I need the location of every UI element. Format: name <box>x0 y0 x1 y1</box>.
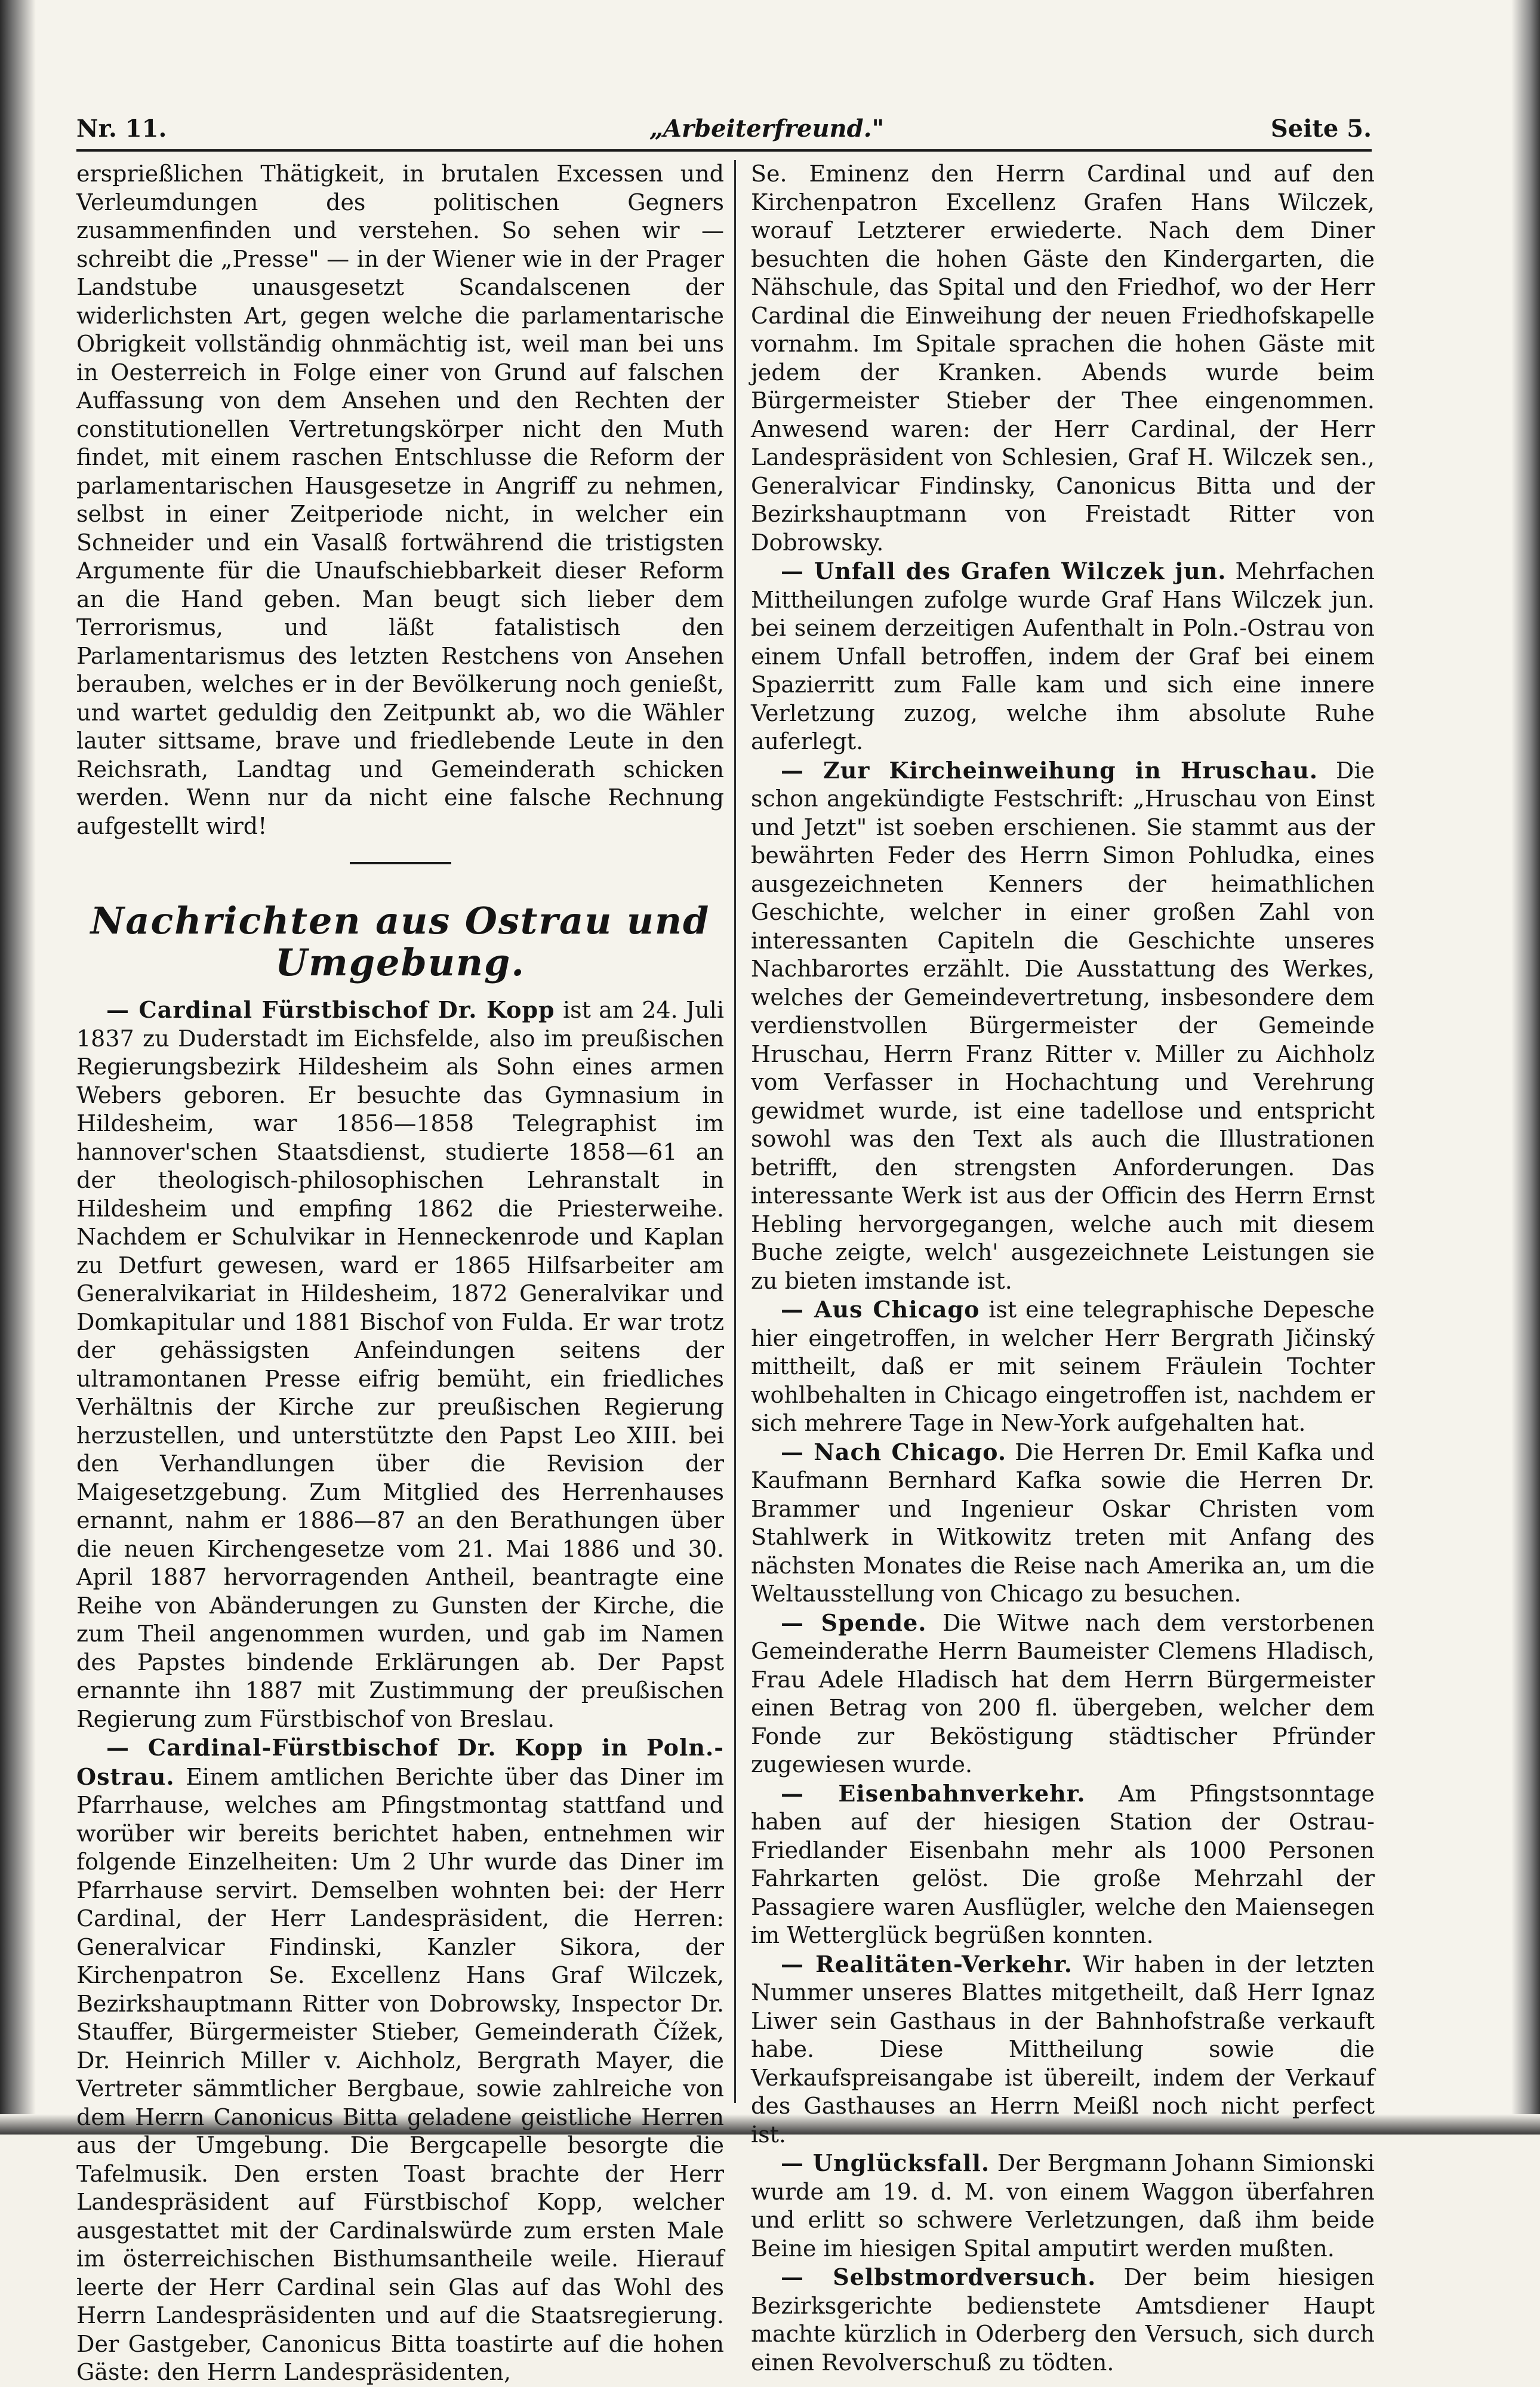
article-nach-chicago <box>751 1438 1375 1609</box>
article-realitaeten <box>751 1950 1375 2149</box>
article-headline: — Cardinal Fürstbischof Dr. Kopp <box>106 996 555 1023</box>
article-headline: — Nach Chicago. <box>781 1438 1007 1465</box>
continuation-paragraph: Se. Eminenz den Herrn Cardinal und auf den Kirchenpatron Excellenz Grafen Hans Wilczek, worauf Letzterer erwiederte. Nach dem Diner besuchten die hohen Gäste den Kindergarten, die Nähschule, das Spital und den Friedhof, wo der Herr Cardinal die Einweihung der neuen Friedhofskapelle vornahm. Im Spitale sprachen die hohen Gäste mit jedem der Kranken. Abends wurde beim Bürgermeister Stieber der Thee eingenommen. Anwesend waren: der Herr Cardinal, der Herr Landespräsident von Schlesien, Graf H. Wilczek sen., Generalvicar Findinsky, Canonicus Bitta und der Bezirkshauptmann von Freistadt Ritter von Dobrowsky. <box>751 161 1375 556</box>
article-body: ist am 24. Juli 1837 zu Duderstadt im Eichsfelde, also im preußischen Regierungsbezirk Hildesheim als Sohn eines armen Webers geboren. Er besuchte das Gymnasium in Hildesheim, war 1856—1858 Telegraphist im hannover'schen Staatsdienst, studierte 1858—61 an der theologisch-philosophischen Lehranstalt in Hildesheim und empfing 1862 die Priesterweihe. Nachdem er Schulvikar in Henneckenrode und Kaplan zu Detfurt gewesen, ward er 1865 Hilfsarbeiter am Generalvikariat in Hildesheim, 1872 Generalvikar und Domkapitular und 1881 Bischof von Fulda. Er war trotz der gehässigsten Anfeindungen seitens der ultramontanen Presse eifrig bemüht, ein friedliches Verhältnis der Kirche zur preußischen Regierung herzustellen, und unterstützte den Papst Leo XIII. bei den Verhandlungen über die Revision der Maigesetzgebung. Zum Mitglied des Herrenhauses ernannt, nahm er 1886—87 an den Berathungen über die neuen Kirchengesetze vom 21. Mai 1886 und 30. April 1887 hervorragenden Antheil, beantragte eine Reihe von Abänderungen zu Gunsten der Kirche, die zum Theil angenommen wurden, und gab im Namen des Papstes bindende Erklärungen ab. Der Papst ernannte ihn 1887 mit Zustimmung der preußischen Regierung zum Fürstbischof von Breslau. <box>76 997 724 1732</box>
header-rule <box>76 149 1372 152</box>
article-body: Die Witwe nach dem verstorbenen Gemeinderathe Herrn Baumeister Clemens Hladisch, Frau Adele Hladisch hat dem Herrn Bürgermeister einen Betrag von 200 fl. übergeben, welcher dem Fonde zur Beköstigung städtischer Pfründer zugewiesen wurde. <box>751 1609 1375 1778</box>
intro-paragraph: ersprießlichen Thätigkeit, in brutalen Excessen und Verleumdungen des politischen Gegners zusammenfinden und verstehen. So sehen wir — schreibt die „Presse" — in der Wiener wie in der Prager Landstube unausgesetzt Scandalscenen der widerlichsten Art, gegen welche die parlamentarische Obrigkeit vollständig ohnmächtig ist, weil man bei uns in Oesterreich in Folge einer von Grund auf falschen Auffassung von dem Ansehen und den Rechten der constitutionellen Vertretungskörper nicht den Muth findet, mit einem raschen Entschlusse die Reform der parlamentarischen Hausgesetze in Angriff zu nehmen, selbst in einer Zeitperiode nicht, in welcher ein Schneider und ein Vasalß fortwährend die tristigsten Argumente für die Unaufschiebbarkeit dieser Reform an die Hand geben. Man beugt sich lieber dem Terrorismus, und läßt fatalistisch den Parlamentarismus des letzten Restchens von Ansehen berauben, welches er in der Bevölkerung noch genießt, und wartet geduldig den Zeitpunkt ab, wo die Wähler lauter sittsame, brave und friedlebende Leute in den Reichsrath, Landtag und Gemeinderath schicken werden. Wenn nur da nicht eine falsche Rechnung aufgestellt wird! <box>76 161 724 839</box>
article-eisenbahn <box>751 1779 1375 1950</box>
article-unfall <box>751 557 1375 756</box>
separator-rule <box>350 862 451 864</box>
article-body: Der beim hiesigen Bezirksgerichte bedienstete Amtsdiener Haupt machte kürzlich in Oderberg den Versuch, sich durch einen Revolverschuß zu tödten. <box>751 2264 1375 2376</box>
left-column <box>76 160 724 2385</box>
column-divider <box>734 160 736 2103</box>
article-kopp-bio <box>76 996 724 1733</box>
article-headline: — Realitäten-Verkehr. <box>781 1950 1073 1978</box>
article-headline: — Unfall des Grafen Wilczek jun. <box>781 558 1227 584</box>
article-aus-chicago <box>751 1295 1375 1438</box>
article-headline: — Eisenbahnverkehr. <box>781 1779 1086 1807</box>
article-body: Mehrfachen Mittheilungen zufolge wurde Graf Hans Wilczek jun. bei seinem derzeitigen Aufenthalt in Poln.-Ostrau von einem Unfall betroffen, indem der Graf bei einem Spazierritt zum Falle kam und sich eine innere Verletzung zuzog, welche ihm absolute Ruhe auferlegt. <box>751 558 1375 754</box>
article-body: Die Herren Dr. Emil Kafka und Kaufmann Bernhard Kafka sowie die Herren Dr. Brammer und Ingenieur Oskar Christen vom Stahlwerk in Witkowitz treten mit Anfang des nächsten Monates die Reise nach Amerika an, um die Weltausstellung von Chicago zu besuchen. <box>751 1439 1375 1607</box>
right-column <box>751 160 1375 2376</box>
article-body: Am Pfingstsonntage haben auf der hiesigen Station der Ostrau-Friedlander Eisenbahn mehr als 1000 Personen Fahrkarten gelöst. Die große Mehrzahl der Passagiere waren Ausflügler, welche den Maiensegen im Wetterglück begrüßen konnten. <box>751 1780 1375 1948</box>
article-headline: — Zur Kircheinweihung in Hruschau. <box>781 756 1319 784</box>
article-headline: — Unglücksfall. <box>781 2149 990 2176</box>
section-heading: Nachrichten aus Ostrau und Umgebung. <box>90 899 710 984</box>
article-spende <box>751 1609 1375 1779</box>
article-body: ist eine telegraphische Depesche hier eingetroffen, in welcher Herr Bergrath Jičinský mittheilt, daß er mit seinem Fräulein Tochter wohlbehalten in Chicago eingetroffen ist, nachdem er sich mehrere Tage in New-York aufgehalten hat. <box>751 1296 1375 1436</box>
page-number: Seite 5. <box>1270 115 1372 143</box>
scan-edge-right <box>1511 0 1540 2135</box>
scan-edge-left <box>0 0 36 2135</box>
masthead-title: „Arbeiterfreund." <box>649 115 885 143</box>
article-headline: — Selbstmordversuch. <box>781 2263 1097 2290</box>
article-kopp-ostrau <box>76 1733 724 2387</box>
article-body: Die schon angekündigte Festschrift: „Hruschau von Einst und Jetzt" ist soeben erschienen. Sie stammt aus der bewährten Feder des Herrn Simon Pohludka, eines ausgezeichneten Kenners der heimathlichen Geschichte, welcher in einer großen Zahl von interessanten Capiteln die Geschichte unseres Nachbarortes erzählt. Die Ausstattung des Werkes, welches der Gemeindevertretung, insbesondere dem verdienstvollen Bürgermeister der Gemeinde Hruschau, Herrn Franz Ritter v. Miller zu Aichholz vom Verfasser in Hochachtung und Verehrung gewidmet wurde, ist eine tadellose und entspricht sowohl was den Text als auch die Illustrationen betrifft, den strengsten Anforderungen. Das interessante Werk ist aus der Officin des Herrn Ernst Hebling hervorgegangen, welche auch mit diesem Buche zeigte, welch' ausgezeichnete Leistungen sie zu bieten imstande ist. <box>751 757 1375 1294</box>
article-headline: — Spende. <box>781 1609 927 1636</box>
article-body: Einem amtlichen Berichte über das Diner im Pfarrhause, welches am Pfingstmontag stattfand und worüber wir bereits berichtet haben, entnehmen wir folgende Einzelheiten: Um 2 Uhr wurde das Diner im Pfarrhause servirt. Demselben wohnten bei: der Herr Cardinal, der Herr Landespräsident, die Herren: Generalvicar Findinski, Kanzler Sikora, der Kirchenpatron Se. Excellenz Hans Graf Wilczek, Bezirkshauptmann Ritter von Dobrowsky, Inspector Dr. Stauffer, Bürgermeister Stieber, Gemeinderath Čížek, Dr. Heinrich Miller v. Aichholz, Bergrath Mayer, die Vertreter sämmtlicher Bergbaue, sowie zahlreiche von dem Herrn Canonicus Bitta geladene geistliche Herren aus der Umgebung. Die Bergcapelle besorgte die Tafelmusik. Den ersten Toast brachte der Herr Landespräsident auf Fürstbischof Kopp, welcher ausgestattet mit der Cardinalswürde zum ersten Male im österreichischen Bisthumsantheile weile. Hierauf leerte der Herr Cardinal sein Glas auf das Wohl des Herrn Landespräsidenten und auf die Staatsregierung. Der Gastgeber, Canonicus Bitta toastirte auf die hohen Gäste: den Herrn Landespräsidenten, <box>76 1763 724 2385</box>
article-headline: — Cardinal-Fürstbischof Dr. Kopp in Poln.-Ostrau. <box>76 1734 724 1790</box>
article-kircheinweihung <box>751 756 1375 1296</box>
article-selbstmordversuch <box>751 2263 1375 2377</box>
article-body: Wir haben in der letzten Nummer unseres Blattes mitgetheilt, daß Herr Ignaz Liwer sein Gasthaus in der Bahnhofstraße verkauft habe. Diese Mittheilung sowie die Verkaufspreisangabe ist übereilt, indem der Verkauf des Gasthauses an Herrn Meißl noch nicht perfect ist. <box>751 1951 1375 2148</box>
article-ungluecksfall <box>751 2149 1375 2263</box>
article-body: Der Bergmann Johann Simionski wurde am 19. d. M. von einem Waggon überfahren und erlitt so schwere Verletzungen, daß ihm beide Beine im hiesigen Spital amputirt werden mußten. <box>751 2150 1375 2262</box>
article-headline: — Aus Chicago <box>781 1296 980 1323</box>
issue-number: Nr. 11. <box>76 115 167 143</box>
page-header <box>76 107 1372 143</box>
